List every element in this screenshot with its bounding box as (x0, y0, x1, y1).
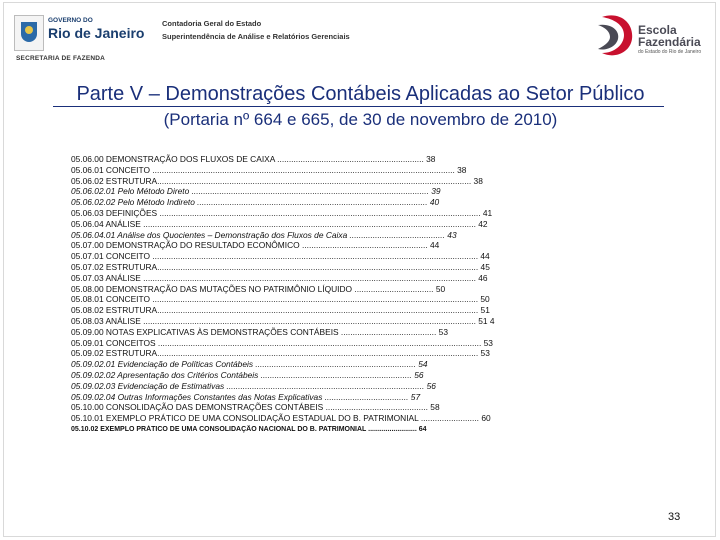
toc-entry: 05.06.01 CONCEITO .................................................................................................................................. 38 (71, 164, 467, 175)
toc-entry: 05.08.00 DEMONSTRAÇÃO DAS MUTAÇÕES NO PATRIMÔNIO LÍQUIDO .................................. 50 (71, 283, 446, 294)
toc-entry: 05.06.02 ESTRUTURA....................................................................................................................................... 38 (71, 175, 483, 186)
escola-name-1: Escola (638, 23, 677, 37)
toc-entry: 05.10.02 EXEMPLO PRÁTICO DE UMA CONSOLIDAÇÃO NACIONAL DO B. PATRIMONIAL ......................... 64 (71, 425, 427, 433)
toc-entry: 05.07.00 DEMONSTRAÇÃO DO RESULTADO ECONÔMICO ...................................................... 44 (71, 240, 440, 251)
escola-emblem-icon (594, 13, 636, 59)
escola-sub: do Estado do Rio de Janeiro (638, 49, 702, 55)
toc-entry: 05.08.02 ESTRUTURA.......................................................................................................................................... 51 (71, 305, 490, 316)
toc-entry: 05.09.00 NOTAS EXPLICATIVAS ÀS DEMONSTRAÇÕES CONTÁBEIS ......................................... 53 (71, 326, 448, 337)
toc-entry: 05.07.02 ESTRUTURA.......................................................................................................................................... 45 (71, 261, 490, 272)
title-underline (53, 106, 664, 107)
gov-rj-logo (14, 15, 144, 67)
toc-entry: 05.06.04 ANÁLISE ............................................................................................................................................... 42 (71, 218, 488, 229)
toc-entry: 05.06.02.01 Pelo Método Direto ...................................................................................................... 39 (71, 186, 441, 197)
toc-entry: 05.09.02.03 Evidenciação de Estimativas ..................................................................................... 56 (71, 380, 436, 391)
toc-entry: 05.10.00 CONSOLIDAÇÃO DAS DEMONSTRAÇÕES CONTÁBEIS ............................................ 58 (71, 402, 440, 413)
org-line-1: Contadoria Geral do Estado (162, 19, 262, 28)
gov-logo-big-text: Rio de Janeiro (48, 25, 145, 41)
toc-entry: 05.10.01 EXEMPLO PRÁTICO DE UMA CONSOLIDAÇÃO ESTADUAL DO B. PATRIMONIAL ......................... 60 (71, 413, 491, 424)
gov-logo-sub-text: SECRETARIA DE FAZENDA (16, 55, 106, 62)
toc-entry: 05.09.02.02 Apresentação dos Critérios Contábeis ................................................................. 56 (71, 369, 424, 380)
escola-name-2: Fazendária (638, 35, 701, 49)
toc-entry: 05.08.01 CONCEITO ............................................................................................................................................ 50 (71, 294, 490, 305)
coat-of-arms-icon (14, 15, 44, 51)
toc-entry: 05.09.01 CONCEITOS ........................................................................................................................................... 53 (71, 337, 493, 348)
slide (3, 2, 716, 537)
gov-logo-small-text: GOVERNO DO (48, 17, 93, 24)
table-of-contents (71, 154, 631, 436)
escola-fazendaria-logo (594, 13, 704, 71)
slide-title: Parte V – Demonstrações Contábeis Aplicadas ao Setor Público (76, 83, 645, 105)
toc-entry: 05.06.00 DEMONSTRAÇÃO DOS FLUXOS DE CAIXA ............................................................... 38 (71, 154, 436, 164)
toc-entry: 05.09.02.01 Evidenciação de Políticas Contábeis ..................................................................... 54 (71, 359, 428, 370)
slide-subtitle: (Portaria nº 664 e 665, de 30 de novembro de 2010) (163, 110, 558, 129)
org-header (162, 17, 350, 43)
toc-entry: 05.06.04.01 Análise dos Quocientes – Demonstração dos Fluxos de Caixa ......................................... 43 (71, 229, 457, 240)
page-number: 33 (668, 511, 681, 523)
toc-entry: 05.09.02.04 Outras Informações Constantes das Notas Explicativas .................................... 57 (71, 391, 421, 402)
toc-entry: 05.07.03 ANÁLISE ............................................................................................................................................... 46 (71, 272, 488, 283)
toc-entry: 05.06.02.02 Pelo Método Indireto ................................................................................................... 40 (71, 197, 440, 208)
toc-entry: 05.06.03 DEFINIÇÕES .......................................................................................................................................... 41 (71, 207, 493, 218)
toc-entry: 05.07.01 CONCEITO ............................................................................................................................................ 44 (71, 251, 490, 262)
toc-entry: 05.09.02 ESTRUTURA.......................................................................................................................................... 53 (71, 348, 490, 359)
toc-entry: 05.08.03 ANÁLISE ............................................................................................................................................... 51 4 (71, 315, 495, 326)
org-line-2: Superintendência de Análise e Relatórios Gerenciais (162, 32, 350, 41)
